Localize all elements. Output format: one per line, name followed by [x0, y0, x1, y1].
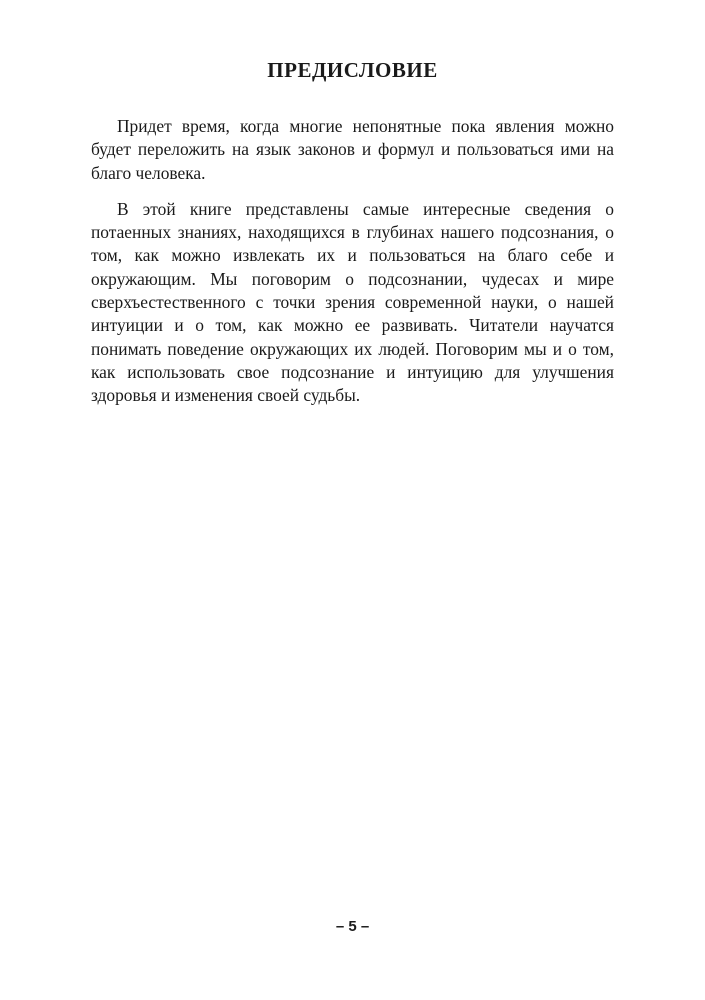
body-text — [91, 115, 614, 421]
page-title: ПРЕДИСЛОВИЕ — [267, 58, 438, 82]
paragraph-1: Придет время, когда многие непонятные пока явления можно будет переложить на язык законов и формул и пользоваться ими на благо человека. — [91, 116, 614, 183]
page-number: – 5 – — [335, 918, 370, 935]
paragraph-2: В этой книге представлены самые интересные сведения о потаенных знаниях, находящихся в глубинах нашего подсознания, о том, как можно извлекать их и пользоваться на благо себе и окружающим. Мы поговорим о подсознании, чудесах и мире сверхъестественного с точки зрения современной науки, о нашей интуиции и о том, как можно ее развивать. Читатели научатся понимать поведение окружающих их людей. Поговорим мы и о том, как использовать свое подсознание и интуицию для улучшения здоровья и изменения своей судьбы. — [91, 198, 614, 406]
